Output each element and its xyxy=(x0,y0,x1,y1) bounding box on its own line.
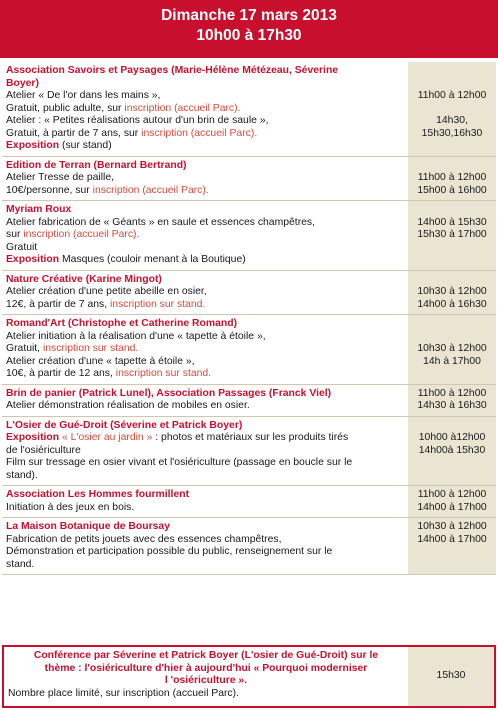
schedule-cell xyxy=(408,315,496,384)
schedule-cell xyxy=(408,417,496,486)
activity-text: Gratuit, public adulte, sur xyxy=(6,102,125,114)
activity-text: Atelier création d'une petite abeille en osier, xyxy=(6,286,207,297)
time-slot: 15h30 à 17h00 xyxy=(417,229,487,240)
registration-note: inscription sur stand. xyxy=(115,368,212,379)
time-spacer xyxy=(410,420,494,433)
activity-line xyxy=(6,368,404,381)
time-slot: 14h à 17h00 xyxy=(423,355,481,367)
activity-text: stand. xyxy=(6,558,35,570)
activity-description xyxy=(2,385,408,416)
registration-note: inscription (accueil Parc). xyxy=(124,102,241,114)
activity-text: Film sur tressage en osier vivant et l'osiériculture (passage en boucle sur le xyxy=(6,457,353,468)
activity-line xyxy=(6,445,404,458)
time-slot: 14h00 à 17h00 xyxy=(417,501,487,513)
time-spacer xyxy=(410,65,494,78)
activity-text: stand). xyxy=(6,469,38,481)
activity-text: Fabrication de petits jouets avec des essences champêtres, xyxy=(6,533,282,545)
activity-text: Masques (couloir menant à la Boutique) xyxy=(59,254,246,265)
conference-description xyxy=(4,647,408,706)
activity-line xyxy=(6,502,404,515)
program-table xyxy=(2,62,496,575)
activity-line xyxy=(6,115,404,128)
schedule-cell xyxy=(408,385,496,416)
time-slot: 14h00 à 17h00 xyxy=(417,533,487,545)
program-row xyxy=(2,315,496,385)
time-slot: 10h30 à 12h00 xyxy=(417,286,487,297)
time-slot: 14h30 à 16h30 xyxy=(417,400,487,411)
registration-note: inscription (accueil Parc). xyxy=(23,229,140,240)
event-date: Dimanche 17 mars 2013 xyxy=(161,7,337,24)
schedule-cell xyxy=(408,518,496,574)
activity-line xyxy=(6,356,404,369)
registration-note: inscription (accueil Parc). xyxy=(92,184,209,196)
activity-description xyxy=(2,271,408,315)
exhibitor-name: La Maison Botanique de Boursay xyxy=(6,521,170,532)
activity-line xyxy=(6,400,404,413)
activity-description xyxy=(2,62,408,156)
activity-text: Atelier Tresse de paille, xyxy=(6,172,115,183)
exhibitor-name: Edition de Terran (Bernard Bertrand) xyxy=(6,159,187,171)
activity-text: : photos et matériaux sur les produits tirés xyxy=(152,432,349,443)
time-slot: 14h00 à 16h30 xyxy=(417,298,487,310)
time-slot: 11h00 à 12h00 xyxy=(417,387,487,399)
activity-description xyxy=(2,417,408,486)
activity-text: 10€/personne, sur xyxy=(6,184,93,196)
schedule-cell xyxy=(408,486,496,517)
activity-line xyxy=(6,546,404,559)
activity-description xyxy=(2,157,408,201)
time-spacer xyxy=(410,204,494,217)
activity-text: Atelier : « Petites réalisations autour d'un brin de saule », xyxy=(6,115,269,126)
time-slot: 11h00 à 12h00 xyxy=(417,172,487,183)
activity-text: Atelier fabrication de « Géants » en saule et essences champêtres, xyxy=(6,216,316,228)
activity-description xyxy=(2,518,408,574)
time-slot: 11h00 à 12h00 xyxy=(417,90,487,101)
schedule-cell xyxy=(408,157,496,201)
program-row xyxy=(2,385,496,417)
program-row xyxy=(2,417,496,487)
exhibitor-name: Boyer) xyxy=(6,77,39,89)
activity-text: Gratuit, à partir de 7 ans, sur xyxy=(6,127,142,139)
schedule-cell xyxy=(408,271,496,315)
activity-line xyxy=(6,331,404,344)
exhibitor-name: L'Osier de Gué-Droit (Séverine et Patrick Boyer) xyxy=(6,419,243,431)
time-spacer xyxy=(410,78,494,91)
activity-line xyxy=(6,343,404,356)
conference-title-line: thème : l'osiériculture d'hier à aujourd'hui « Pourquoi moderniser xyxy=(44,662,368,674)
activity-text: Atelier création d'une « tapette à étoile », xyxy=(6,355,195,367)
activity-line xyxy=(6,457,404,470)
activity-line xyxy=(6,172,404,185)
program-row xyxy=(2,62,496,157)
time-spacer xyxy=(410,318,494,331)
time-slot: 10h30 à 12h00 xyxy=(417,521,487,532)
activity-text: Gratuit, xyxy=(6,343,43,354)
activity-line xyxy=(6,286,404,299)
conference-note: Nombre place limité, sur inscription (accueil Parc). xyxy=(8,687,239,699)
activity-line xyxy=(6,217,404,230)
activity-description xyxy=(2,201,408,270)
activity-line xyxy=(6,128,404,141)
activity-description xyxy=(2,486,408,517)
time-slot: 14h30, xyxy=(436,115,468,126)
time-spacer xyxy=(410,331,494,344)
event-hours: 10h00 à 17h30 xyxy=(196,27,302,44)
activity-text: de l'osiériculture xyxy=(6,444,81,456)
activity-text: Initiation à des jeux en bois. xyxy=(6,501,135,513)
activity-text: sur xyxy=(6,229,24,240)
activity-line xyxy=(6,299,404,312)
exhibitor-name: Association Savoirs et Paysages (Marie-Hélène Métézeau, Séverine xyxy=(6,65,339,76)
activity-line xyxy=(6,470,404,483)
exhibitor-name: Nature Créative (Karine Mingot) xyxy=(6,273,162,285)
activity-line xyxy=(6,534,404,547)
conference-box xyxy=(2,645,496,708)
exhibitor-name: Romand'Art (Christophe et Catherine Romand) xyxy=(6,318,238,329)
program-row xyxy=(2,486,496,518)
program-row xyxy=(2,271,496,316)
registration-note: « L'osier au jardin » xyxy=(59,432,153,443)
exhibitor-name: Brin de panier (Patrick Lunel), Association Passages (Franck Viel) xyxy=(6,387,332,399)
activity-text: Atelier initiation à la réalisation d'une « tapette à étoile », xyxy=(6,330,266,342)
exhibitor-name: Association Les Hommes fourmillent xyxy=(6,489,190,500)
time-slot: 10h30 à 12h00 xyxy=(417,343,487,354)
program-row xyxy=(2,157,496,202)
activity-line xyxy=(6,140,404,153)
time-slot: 10h00 à12h00 xyxy=(418,432,486,443)
activity-description xyxy=(2,315,408,384)
activity-text: Gratuit xyxy=(6,241,38,253)
time-slot: 11h00 à 12h00 xyxy=(417,489,487,500)
time-slot: 14h00à 15h30 xyxy=(418,444,486,456)
activity-line xyxy=(6,559,404,572)
activity-text: 10€, à partir de 12 ans, xyxy=(6,368,116,379)
activity-line xyxy=(6,432,404,445)
conference-title-line: l 'osiériculture ». xyxy=(164,675,248,686)
activity-text: Atelier « De l'or dans les mains », xyxy=(6,90,161,101)
time-slot: 15h30,16h30 xyxy=(421,127,483,139)
activity-line xyxy=(6,254,404,267)
time-spacer xyxy=(410,160,494,173)
program-row xyxy=(2,201,496,271)
schedule-cell xyxy=(408,62,496,156)
conference-title-line: Conférence par Séverine et Patrick Boyer (L'osier de Gué-Droit) sur le xyxy=(33,650,379,661)
activity-line xyxy=(6,242,404,255)
registration-note: inscription sur stand. xyxy=(109,298,206,310)
exposition-label: Exposition xyxy=(6,254,60,265)
activity-line xyxy=(6,185,404,198)
schedule-cell xyxy=(408,201,496,270)
registration-note: inscription (accueil Parc). xyxy=(141,127,258,139)
activity-text: Démonstration et participation possible du public, renseignement sur le xyxy=(6,546,333,557)
registration-note: inscription sur stand. xyxy=(42,343,139,354)
time-spacer xyxy=(410,103,494,116)
conference-time-value: 15h30 xyxy=(436,670,466,682)
event-header xyxy=(0,0,498,58)
activity-text: (sur stand) xyxy=(59,140,112,151)
activity-line xyxy=(6,229,404,242)
time-slot: 14h00 à 15h30 xyxy=(417,216,487,228)
exposition-label: Exposition xyxy=(6,140,60,151)
exhibitor-name: Myriam Roux xyxy=(6,204,72,215)
activity-line xyxy=(6,90,404,103)
time-spacer xyxy=(410,274,494,287)
activity-line xyxy=(6,103,404,116)
time-slot: 15h00 à 16h00 xyxy=(417,184,487,196)
conference-time xyxy=(408,647,494,706)
exposition-label: Exposition xyxy=(6,432,60,443)
activity-text: Atelier démonstration réalisation de mobiles en osier. xyxy=(6,400,250,411)
activity-text: 12€, à partir de 7 ans, xyxy=(6,298,110,310)
program-row xyxy=(2,518,496,575)
